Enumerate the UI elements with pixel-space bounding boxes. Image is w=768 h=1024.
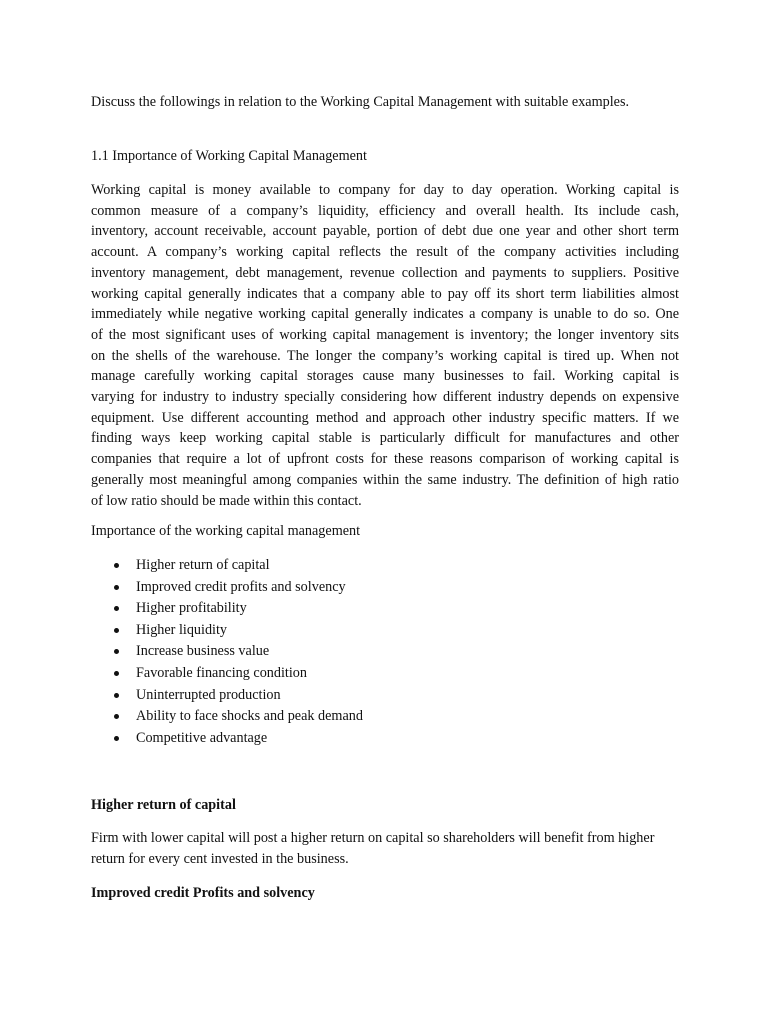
heading-higher-return: Higher return of capital xyxy=(91,797,236,813)
list-item-label: Increase business value xyxy=(136,643,270,660)
paragraph-line: inventory management, debt management, revenue collection and payments to suppliers. Positive xyxy=(91,264,679,281)
list-item-label: Higher profitability xyxy=(136,600,247,617)
list-item xyxy=(91,728,363,750)
list-item xyxy=(91,685,363,707)
list-item-label: Higher return of capital xyxy=(136,557,270,573)
paragraph-line: equipment. Use different accounting method and approach other industry specific matters. If we xyxy=(91,409,679,426)
list-item xyxy=(91,620,363,642)
paragraph-line: immediately while negative working capital generally indicates a company is unable to do so. One xyxy=(91,306,679,323)
list-item xyxy=(91,598,363,620)
bullet-icon xyxy=(114,649,119,654)
paragraph-line: return for every cent invested in the business. xyxy=(91,850,349,867)
bullet-icon xyxy=(114,671,119,676)
paragraph-line: working capital generally indicates that a company able to pay off its short term liabilities almost xyxy=(91,285,679,302)
list-item xyxy=(91,555,363,577)
paragraph-line: varying for industry to industry specially considering how different industry depends on expensive xyxy=(91,389,679,406)
paragraph-line: account. A company’s working capital reflects the result of the company activities including xyxy=(91,244,679,261)
paragraph-line: on the shells of the warehouse. The longer the company’s working capital is tired up. When not xyxy=(91,347,679,364)
bullet-icon xyxy=(114,563,119,568)
list-item xyxy=(91,577,363,599)
paragraph-line: common measure of a company’s liquidity, efficiency and overall health. Its include cash, xyxy=(91,202,679,219)
list-item xyxy=(91,641,363,663)
heading-improved-credit: Improved credit Profits and solvency xyxy=(91,885,315,901)
list-item xyxy=(91,663,363,685)
list-item-label: Competitive advantage xyxy=(136,729,268,746)
bullet-icon xyxy=(114,606,119,611)
paragraph-line: Working capital is money available to company for day to day operation. Working capital is xyxy=(91,182,679,198)
list-item-label: Higher liquidity xyxy=(136,621,228,638)
assignment-question: Discuss the followings in relation to the Working Capital Management with suitable examples. xyxy=(91,94,630,110)
paragraph-line: Firm with lower capital will post a higher return on capital so shareholders will benefit from higher xyxy=(91,830,655,846)
bullet-icon xyxy=(114,585,119,590)
bullet-icon xyxy=(114,736,119,741)
list-item xyxy=(91,706,363,728)
list-item-label: Uninterrupted production xyxy=(136,686,281,703)
higher-return-paragraph xyxy=(91,828,679,869)
list-item-label: Favorable financing condition xyxy=(136,664,307,681)
bullet-icon xyxy=(114,628,119,633)
paragraph-line: manage carefully working capital storages cause many businesses to fail. Working capital is xyxy=(91,368,679,385)
bullet-icon xyxy=(114,714,119,719)
body-paragraph xyxy=(91,180,679,511)
paragraph-line: generally most meaningful among companies within the same industry. The definition of high ratio xyxy=(91,471,679,488)
list-item-label: Ability to face shocks and peak demand xyxy=(136,708,363,725)
paragraph-line: of low ratio should be made within this contact. xyxy=(91,492,362,509)
importance-heading: Importance of the working capital management xyxy=(91,523,361,539)
list-item-label: Improved credit profits and solvency xyxy=(136,578,346,595)
paragraph-line: of the most significant uses of working capital management is inventory; the longer inventory sits xyxy=(91,326,679,343)
paragraph-line: inventory, account receivable, account payable, portion of debt due one year and other short term xyxy=(91,223,679,240)
section-title: 1.1 Importance of Working Capital Management xyxy=(91,148,367,164)
importance-list xyxy=(91,555,363,749)
paragraph-line: companies that require a lot of upfront costs for these reasons comparison of working capital is xyxy=(91,451,679,468)
paragraph-line: finding ways keep working capital stable is particularly difficult for manufactures and other xyxy=(91,430,679,447)
bullet-icon xyxy=(114,693,119,698)
